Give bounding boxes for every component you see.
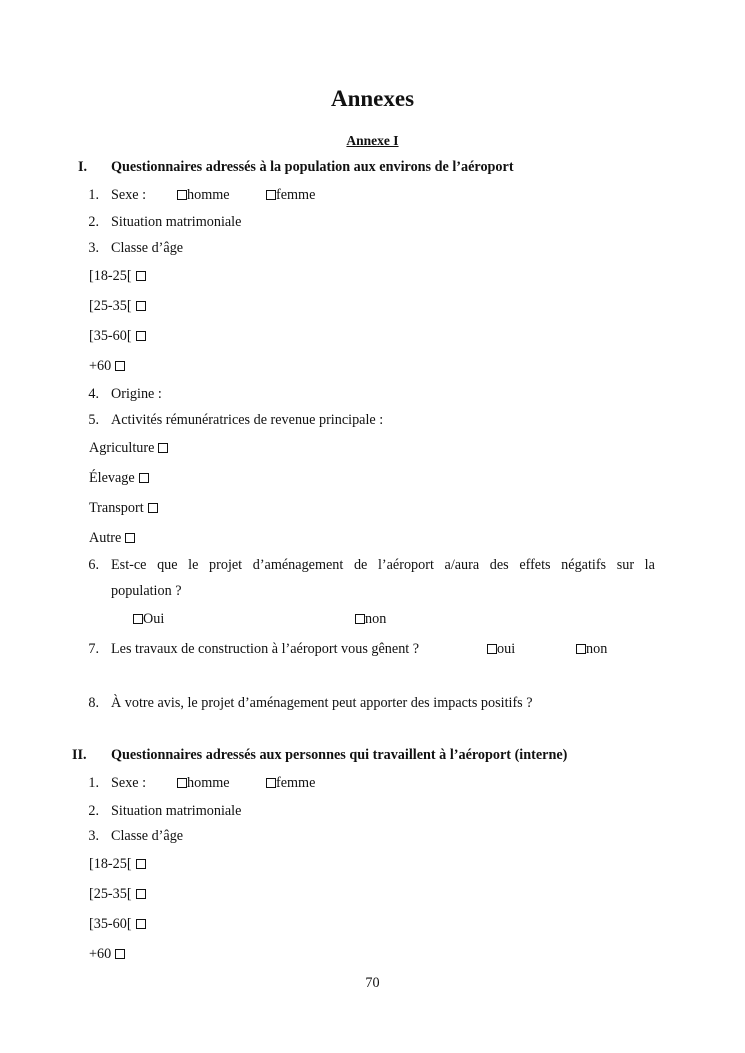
s1-q5-label: Activités rémunératrices de revenue principale : (111, 412, 384, 428)
checkbox-icon[interactable] (136, 859, 146, 869)
s1-q7-number: 7. (88, 641, 99, 657)
s2-q1-label: Sexe : (111, 775, 147, 791)
s1-q1-number: 1. (88, 187, 99, 203)
s1-activity-option[interactable]: Agriculture (89, 439, 168, 457)
s1-q2-number: 2. (88, 214, 99, 230)
s1-q2-label: Situation matrimoniale (111, 214, 242, 230)
s2-q3-label: Classe d’âge (111, 828, 184, 844)
s1-age-option[interactable]: [25-35[ (89, 297, 146, 315)
s2-q1-option-femme[interactable]: femme (266, 774, 315, 792)
s2-age-option[interactable]: +60 (89, 945, 125, 963)
s2-q1-number: 1. (88, 775, 99, 791)
checkbox-icon[interactable] (158, 443, 168, 453)
s1-q7-option-oui[interactable]: oui (487, 640, 515, 658)
s1-q6-option-non[interactable]: non (355, 610, 386, 628)
section-2-numeral: II. (72, 747, 87, 763)
page-number: 70 (365, 975, 380, 991)
checkbox-icon[interactable] (136, 301, 146, 311)
s1-q1-label: Sexe : (111, 187, 147, 203)
annex-label: Annexe I (346, 133, 399, 148)
s1-q7-option-non[interactable]: non (576, 640, 607, 658)
s2-q1-option-homme[interactable]: homme (177, 774, 230, 792)
s2-q2-number: 2. (88, 803, 99, 819)
checkbox-icon[interactable] (266, 778, 276, 788)
s1-q1-option-homme[interactable]: homme (177, 186, 230, 204)
s1-q6-label-line2: population ? (111, 583, 182, 599)
s1-q4-number: 4. (88, 386, 99, 402)
s1-q6-number: 6. (88, 557, 99, 573)
section-1-numeral: I. (78, 159, 88, 175)
checkbox-icon[interactable] (133, 614, 143, 624)
s1-activity-option[interactable]: Autre (89, 529, 135, 547)
s2-age-option[interactable]: [25-35[ (89, 885, 146, 903)
checkbox-icon[interactable] (115, 361, 125, 371)
s1-q3-label: Classe d’âge (111, 240, 184, 256)
s1-q8-number: 8. (88, 695, 99, 711)
s1-q8-label: À votre avis, le projet d’aménagement peut apporter des impacts positifs ? (111, 695, 533, 711)
checkbox-icon[interactable] (148, 503, 158, 513)
s1-q7-label: Les travaux de construction à l’aéroport vous gênent ? (111, 641, 420, 657)
s1-activity-option[interactable]: Transport (89, 499, 158, 517)
checkbox-icon[interactable] (177, 778, 187, 788)
s2-age-option[interactable]: [18-25[ (89, 855, 146, 873)
checkbox-icon[interactable] (355, 614, 365, 624)
s1-q6-option-oui[interactable]: Oui (133, 610, 164, 628)
page-title: Annexes (330, 86, 415, 111)
checkbox-icon[interactable] (136, 271, 146, 281)
s2-q3-number: 3. (88, 828, 99, 844)
checkbox-icon[interactable] (139, 473, 149, 483)
checkbox-icon[interactable] (136, 919, 146, 929)
checkbox-icon[interactable] (136, 889, 146, 899)
checkbox-icon[interactable] (266, 190, 276, 200)
s1-age-option[interactable]: [35-60[ (89, 327, 146, 345)
checkbox-icon[interactable] (115, 949, 125, 959)
s1-age-option[interactable]: +60 (89, 357, 125, 375)
checkbox-icon[interactable] (177, 190, 187, 200)
checkbox-icon[interactable] (576, 644, 586, 654)
checkbox-icon[interactable] (487, 644, 497, 654)
s1-q4-label: Origine : (111, 386, 162, 402)
s2-q2-label: Situation matrimoniale (111, 803, 242, 819)
section-2-heading: Questionnaires adressés aux personnes qui travaillent à l’aéroport (interne) (111, 747, 568, 763)
s1-q1-option-femme[interactable]: femme (266, 186, 315, 204)
s1-q6-label-line1: Est-ce que le projet d’aménagement de l’aéroport a/aura des effets négatifs sur la (111, 557, 655, 573)
s1-q3-number: 3. (88, 240, 99, 256)
checkbox-icon[interactable] (136, 331, 146, 341)
s1-activity-option[interactable]: Élevage (89, 469, 149, 487)
s1-age-option[interactable]: [18-25[ (89, 267, 146, 285)
section-1-heading: Questionnaires adressés à la population aux environs de l’aéroport (111, 159, 514, 175)
s2-age-option[interactable]: [35-60[ (89, 915, 146, 933)
checkbox-icon[interactable] (125, 533, 135, 543)
s1-q5-number: 5. (88, 412, 99, 428)
